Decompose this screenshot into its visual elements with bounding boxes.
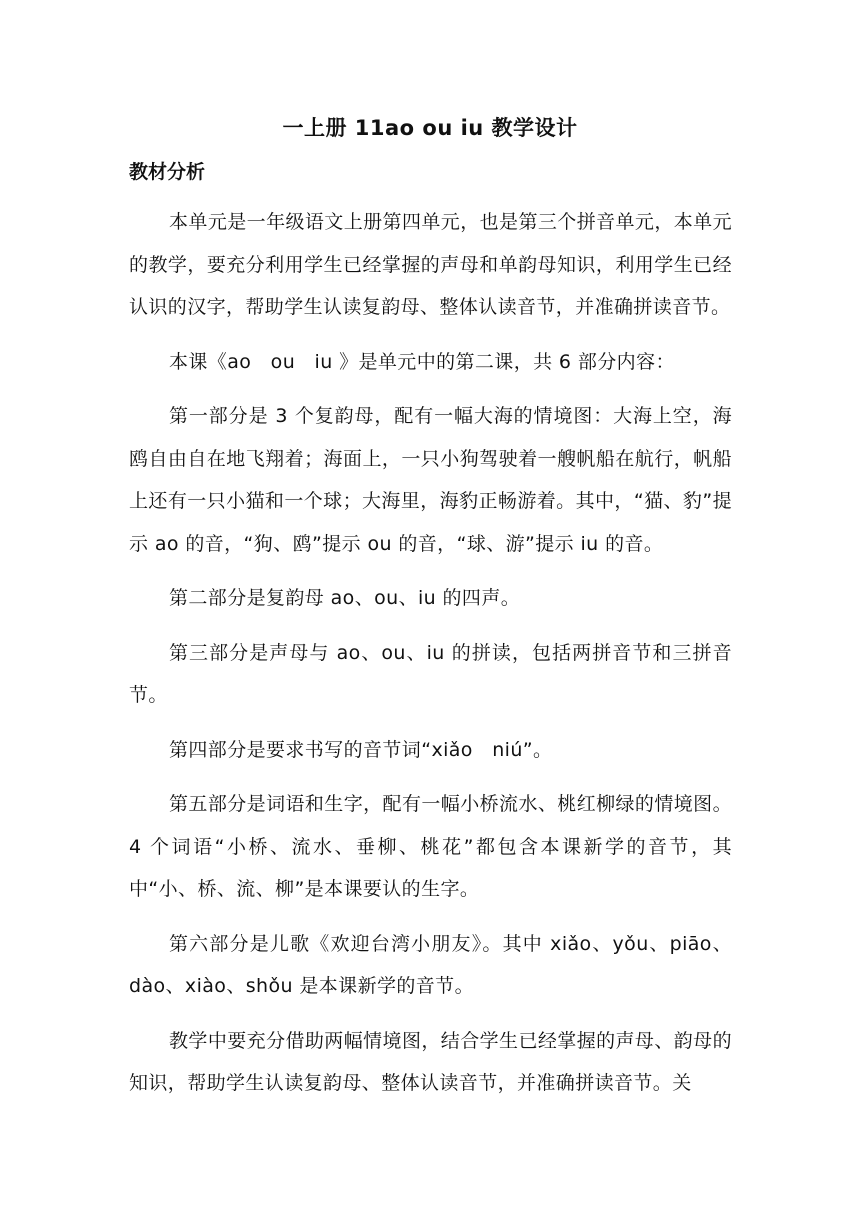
- document-title: 一上册 11ao ou iu 教学设计: [282, 116, 578, 140]
- paragraph-part-six: 第六部分是儿歌《欢迎台湾小朋友》。其中 xiǎo、yǒu、piāo、dào、xiào、shǒu 是本课新学的音节。: [129, 932, 732, 997]
- section-heading: 教材分析: [129, 161, 206, 183]
- paragraph-unit-intro: 本单元是一年级语文上册第四单元，也是第三个拼音单元，本单元的教学，要充分利用学生已经掌握的声母和单韵母知识，利用学生已经认识的汉字，帮助学生认读复韵母、整体认读音节，并准确拼读音节。: [129, 211, 732, 318]
- paragraph-teaching-note: 教学中要充分借助两幅情境图，结合学生已经掌握的声母、韵母的知识，帮助学生认读复韵母、整体认读音节，并准确拼读音节。关: [129, 1029, 732, 1094]
- paragraph-part-three: 第三部分是声母与 ao、ou、iu 的拼读，包括两拼音节和三拼音节。: [129, 641, 732, 706]
- paragraph-part-five: 第五部分是词语和生字，配有一幅小桥流水、桃红柳绿的情境图。4 个词语“小桥、流水、垂柳、桃花”都包含本课新学的音节，其中“小、桥、流、柳”是本课要认的生字。: [129, 793, 732, 900]
- document-body: [129, 201, 732, 1117]
- paragraph-lesson-overview: 本课《ao ou iu 》是单元中的第二课，共 6 部分内容：: [169, 350, 675, 373]
- paragraph-part-one: 第一部分是 3 个复韵母，配有一幅大海的情境图：大海上空，海鸥自由自在地飞翔着；海面上，一只小狗驾驶着一艘帆船在航行，帆船上还有一只小猫和一个球；大海里，海豹正畅游着。其中，“猫、豹”提示 ao 的音，“狗、鸥”提示 ou 的音，“球、游”提示 iu 的音。: [129, 405, 732, 555]
- paragraph-part-two: 第二部分是复韵母 ao、ou、iu 的四声。: [169, 587, 521, 609]
- paragraph-part-four: 第四部分是要求书写的音节词“xiǎo niú”。: [169, 738, 553, 761]
